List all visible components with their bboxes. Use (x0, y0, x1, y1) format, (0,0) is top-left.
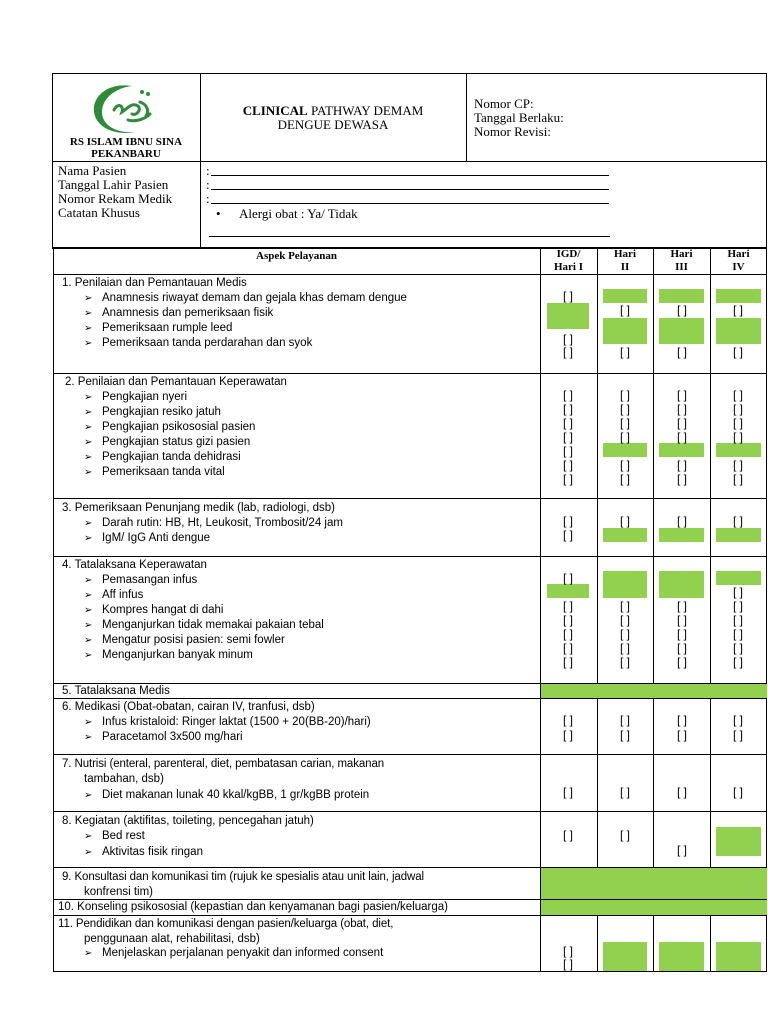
section-3-title: 3. Pemeriksaan Penunjang medik (lab, radiologi, dsb) (62, 502, 335, 514)
s4-item-6: ➢ Menganjurkan banyak minum (84, 649, 253, 661)
checkbox[interactable]: [ ] (619, 303, 630, 317)
green-s11-c2 (603, 942, 647, 971)
checkbox[interactable]: [ ] (732, 416, 743, 430)
arrow-icon: ➢ (84, 605, 93, 616)
checkbox[interactable]: [ ] (562, 957, 573, 971)
checkbox[interactable]: [ ] (676, 613, 687, 627)
arrow-icon: ➢ (84, 518, 93, 529)
section-10-title: 10. Konseling psikososial (kepastian dan kenyamanan bagi pasien/keluarga) (58, 901, 448, 913)
checkbox[interactable]: [ ] (676, 641, 687, 655)
checkbox[interactable]: [ ] (619, 458, 630, 472)
checkbox[interactable]: [ ] (619, 641, 630, 655)
checkbox[interactable]: [ ] (732, 585, 743, 599)
s8-item-2: ➢ Aktivitas fisik ringan (84, 846, 203, 858)
arrow-icon: ➢ (84, 308, 93, 319)
checkbox[interactable]: [ ] (562, 345, 573, 359)
green-s1-c1 (547, 303, 589, 329)
s1-item-4: ➢ Pemeriksaan tanda perdarahan dan syok (84, 337, 313, 349)
col-hari4-header-a: Hari (727, 248, 750, 260)
checkbox[interactable]: [ ] (619, 785, 630, 799)
arrow-icon: ➢ (84, 407, 93, 418)
green-s9-row (541, 868, 767, 899)
section-6-title: 6. Medikasi (Obat-obatan, cairan IV, tranfusi, dsb) (62, 701, 315, 713)
s8-item-1: ➢ Bed rest (84, 830, 145, 842)
checkbox[interactable]: [ ] (676, 785, 687, 799)
checkbox[interactable]: [ ] (619, 828, 630, 842)
checkbox[interactable]: [ ] (732, 655, 743, 669)
checkbox[interactable]: [ ] (562, 571, 573, 585)
arrow-icon: ➢ (84, 452, 93, 463)
arrow-icon: ➢ (84, 422, 93, 433)
tanggal-lahir-label: Tanggal Lahir Pasien (58, 177, 169, 192)
green-s5-row (541, 684, 767, 698)
section-5-title: 5. Tatalaksana Medis (62, 685, 170, 697)
green-s3-c3 (659, 528, 704, 542)
col-hari3-header-a: Hari (670, 248, 693, 260)
green-s2-c4 (716, 443, 761, 457)
section-8-title: 8. Kegiatan (aktifitas, toileting, pencegahan jatuh) (62, 815, 314, 827)
s6-item-2: ➢ Paracetamol 3x500 mg/hari (84, 731, 243, 743)
checkbox[interactable]: [ ] (676, 430, 687, 444)
checkbox[interactable]: [ ] (676, 655, 687, 669)
green-s2-c2 (603, 443, 647, 457)
checkbox[interactable]: [ ] (676, 388, 687, 402)
checkbox[interactable]: [ ] (562, 613, 573, 627)
green-s2-c3 (659, 443, 704, 457)
green-s1-c3b (659, 318, 704, 344)
tgl-colon: : (206, 177, 210, 192)
s4-item-2: ➢ Aff infus (84, 589, 144, 601)
rm-colon: : (206, 191, 210, 206)
section-7-title-b: tambahan, dsb) (84, 773, 164, 785)
checkbox[interactable]: [ ] (732, 402, 743, 416)
green-s3-c2 (603, 528, 647, 542)
section-4-title: 4. Tatalaksana Keperawatan (62, 559, 207, 571)
s1-item-1: ➢ Anamnesis riwayat demam dan gejala khas demam dengue (84, 292, 407, 304)
green-s4-c2 (603, 571, 647, 598)
s2-item-1: ➢ Pengkajian nyeri (84, 391, 188, 403)
checkbox[interactable]: [ ] (732, 472, 743, 486)
checkbox[interactable]: [ ] (562, 416, 573, 430)
s4-item-5: ➢ Mengatur posisi pasien: semi fowler (84, 634, 285, 646)
s3-item-1: ➢ Darah rutin: HB, Ht, Leukosit, Trombosit/24 jam (84, 517, 343, 529)
checkbox[interactable]: [ ] (676, 458, 687, 472)
checkbox[interactable]: [ ] (732, 303, 743, 317)
checkbox[interactable]: [ ] (619, 613, 630, 627)
checkbox[interactable]: [ ] (732, 785, 743, 799)
checkbox[interactable]: [ ] (562, 514, 573, 528)
arrow-icon: ➢ (84, 575, 93, 586)
arrow-icon: ➢ (84, 533, 93, 544)
checkbox[interactable]: [ ] (562, 528, 573, 542)
title-bold: CLINICAL (242, 103, 308, 118)
checkbox[interactable]: [ ] (732, 599, 743, 613)
nama-field-line[interactable] (211, 175, 609, 176)
checkbox[interactable]: [ ] (562, 641, 573, 655)
s11-item-1: ➢ Menjelaskan perjalanan penyakit dan informed consent (84, 947, 384, 959)
checkbox[interactable]: [ ] (676, 728, 687, 742)
checkbox[interactable]: [ ] (676, 713, 687, 727)
checkbox[interactable]: [ ] (619, 713, 630, 727)
checkbox[interactable]: [ ] (676, 843, 687, 857)
col-hari4-header-b: IV (732, 261, 745, 273)
checkbox[interactable]: [ ] (562, 458, 573, 472)
section-7-title-a: 7. Nutrisi (enteral, parenteral, diet, pembatasan carian, makanan (62, 758, 385, 770)
rekam-medik-label: Nomor Rekam Medik (58, 191, 173, 206)
checkbox[interactable]: [ ] (676, 402, 687, 416)
arrow-icon: ➢ (84, 790, 93, 801)
checkbox[interactable]: [ ] (732, 345, 743, 359)
hospital-logo (88, 80, 164, 138)
arrow-icon: ➢ (84, 467, 93, 478)
aspek-pelayanan-header: Aspek Pelayanan (256, 250, 337, 262)
green-s10-row (541, 900, 767, 915)
s2-item-3: ➢ Pengkajian psikososial pasien (84, 421, 256, 433)
checkbox[interactable]: [ ] (619, 655, 630, 669)
nomor-cp: Nomor CP: (474, 96, 534, 111)
s2-item-2: ➢ Pengkajian resiko jatuh (84, 406, 221, 418)
checkbox[interactable]: [ ] (562, 728, 573, 742)
s2-item-6: ➢ Pemeriksaan tanda vital (84, 466, 225, 478)
green-s4-c4 (716, 571, 761, 585)
nama-pasien-label: Nama Pasien (58, 163, 127, 178)
hospital-name-1: RS ISLAM IBNU SINA (69, 136, 183, 148)
checkbox[interactable]: [ ] (619, 416, 630, 430)
checkbox[interactable]: [ ] (562, 828, 573, 842)
col-hari1-header-a: IGD/ (556, 248, 581, 260)
checkbox[interactable]: [ ] (732, 458, 743, 472)
checkbox[interactable]: [ ] (562, 472, 573, 486)
alergi-text: Alergi obat : Ya/ Tidak (239, 206, 358, 221)
checkbox[interactable]: [ ] (619, 388, 630, 402)
arrow-icon: ➢ (84, 847, 93, 858)
s2-item-5: ➢ Pengkajian tanda dehidrasi (84, 451, 241, 463)
logo-emblem (88, 80, 164, 138)
checkbox[interactable]: [ ] (619, 514, 630, 528)
nama-colon: : (206, 163, 210, 178)
col-hari3-header-b: III (675, 261, 688, 273)
green-s1-c2 (603, 289, 647, 303)
checkbox[interactable]: [ ] (732, 641, 743, 655)
arrow-icon: ➢ (84, 650, 93, 661)
catatan-khusus-label: Catatan Khusus (58, 205, 140, 220)
checkbox[interactable]: [ ] (562, 332, 573, 346)
checkbox[interactable]: [ ] (562, 627, 573, 641)
checkbox[interactable]: [ ] (619, 627, 630, 641)
arrow-icon: ➢ (84, 323, 93, 334)
green-s3-c4 (716, 528, 761, 542)
s7-item-1: ➢ Diet makanan lunak 40 kkal/kgBB, 1 gr/kgBB protein (84, 789, 370, 801)
arrow-icon: ➢ (84, 635, 93, 646)
checkbox[interactable]: [ ] (562, 655, 573, 669)
checkbox[interactable]: [ ] (732, 613, 743, 627)
arrow-icon: ➢ (84, 831, 93, 842)
checkbox[interactable]: [ ] (562, 599, 573, 613)
checkbox[interactable]: [ ] (732, 627, 743, 641)
checkbox[interactable]: [ ] (732, 388, 743, 402)
checkbox[interactable]: [ ] (619, 430, 630, 444)
section-9-title-b: konfrensi tim) (84, 886, 154, 898)
document-title (202, 103, 464, 118)
section-11-title-a: 11. Pendidikan dan komunikasi dengan pasien/keluarga (obat, diet, (58, 918, 394, 930)
document-title-line2: DENGUE DEWASA (277, 117, 389, 132)
s1-item-2: ➢ Anamnesis dan pemeriksaan fisik (84, 307, 274, 319)
checkbox[interactable]: [ ] (619, 472, 630, 486)
arrow-icon: ➢ (84, 392, 93, 403)
checkbox[interactable]: [ ] (562, 944, 573, 958)
checkbox[interactable]: [ ] (619, 599, 630, 613)
checkbox[interactable]: [ ] (562, 402, 573, 416)
tanggal-berlaku: Tanggal Berlaku: (474, 110, 564, 125)
checkbox[interactable]: [ ] (619, 345, 630, 359)
green-s4-c3 (659, 571, 704, 598)
green-s1-c3 (659, 289, 704, 303)
green-s4-c1 (547, 584, 589, 598)
s4-item-3: ➢ Kompres hangat di dahi (84, 604, 224, 616)
checkbox[interactable]: [ ] (676, 345, 687, 359)
arrow-icon: ➢ (84, 293, 93, 304)
s1-item-3: ➢ Pemeriksaan rumple leed (84, 322, 233, 334)
checkbox[interactable]: [ ] (732, 728, 743, 742)
arrow-icon: ➢ (84, 732, 93, 743)
checkbox[interactable]: [ ] (676, 416, 687, 430)
rm-field-line[interactable] (211, 203, 609, 204)
s4-item-1: ➢ Pemasangan infus (84, 574, 198, 586)
s3-item-2: ➢ IgM/ IgG Anti dengue (84, 532, 211, 544)
checkbox[interactable]: [ ] (732, 514, 743, 528)
arrow-icon: ➢ (84, 437, 93, 448)
checkbox[interactable]: [ ] (676, 599, 687, 613)
arrow-icon: ➢ (84, 620, 93, 631)
s2-item-4: ➢ Pengkajian status gizi pasien (84, 436, 251, 448)
checkbox[interactable]: [ ] (562, 289, 573, 303)
section-9-title-a: 9. Konsultasi dan komunikasi tim (rujuk ke spesialis atau unit lain, jadwal (62, 871, 424, 883)
green-s11-c3 (659, 942, 704, 971)
checkbox[interactable]: [ ] (562, 785, 573, 799)
section-11-title-b: penggunaan alat, rehabilitasi, dsb) (84, 933, 260, 945)
green-s1-c4 (716, 289, 761, 303)
green-s1-c4b (716, 318, 761, 344)
s6-item-1: ➢ Infus kristaloid: Ringer laktat (1500 + 20(BB-20)/hari) (84, 716, 371, 728)
tgl-field-line[interactable] (211, 189, 609, 190)
arrow-icon: ➢ (84, 948, 93, 959)
green-s8-c4 (716, 827, 761, 856)
checkbox[interactable]: [ ] (619, 402, 630, 416)
catatan-field-line[interactable] (209, 236, 610, 237)
checkbox[interactable]: [ ] (562, 430, 573, 444)
checkbox[interactable]: [ ] (562, 388, 573, 402)
s4-item-4: ➢ Menganjurkan tidak memakai pakaian tebal (84, 619, 324, 631)
checkbox[interactable]: [ ] (619, 728, 630, 742)
section-1-title: 1. Penilaian dan Pemantauan Medis (62, 277, 247, 289)
section-2-title: 2. Penilaian dan Pemantauan Keperawatan (65, 376, 287, 388)
col-hari2-header-b: II (620, 261, 630, 273)
hospital-name-2: PEKANBARU (91, 148, 161, 160)
col-hari1-header-b: Hari I (553, 261, 584, 273)
checkbox[interactable]: [ ] (676, 472, 687, 486)
green-s11-c4 (716, 942, 761, 971)
arrow-icon: ➢ (84, 717, 93, 728)
checkbox[interactable]: [ ] (562, 444, 573, 458)
checkbox[interactable]: [ ] (676, 303, 687, 317)
title-rest: PATHWAY DEMAM (307, 103, 424, 118)
checkbox[interactable]: [ ] (676, 627, 687, 641)
col-hari2-header-a: Hari (614, 248, 636, 260)
checkbox[interactable]: [ ] (732, 713, 743, 727)
green-s1-c2b (603, 318, 647, 344)
checkbox[interactable]: [ ] (676, 514, 687, 528)
nomor-revisi: Nomor Revisi: (474, 124, 551, 139)
alergi-bullet: • (216, 206, 221, 221)
arrow-icon: ➢ (84, 590, 93, 601)
checkbox[interactable]: [ ] (732, 430, 743, 444)
arrow-icon: ➢ (84, 338, 93, 349)
checkbox[interactable]: [ ] (562, 713, 573, 727)
